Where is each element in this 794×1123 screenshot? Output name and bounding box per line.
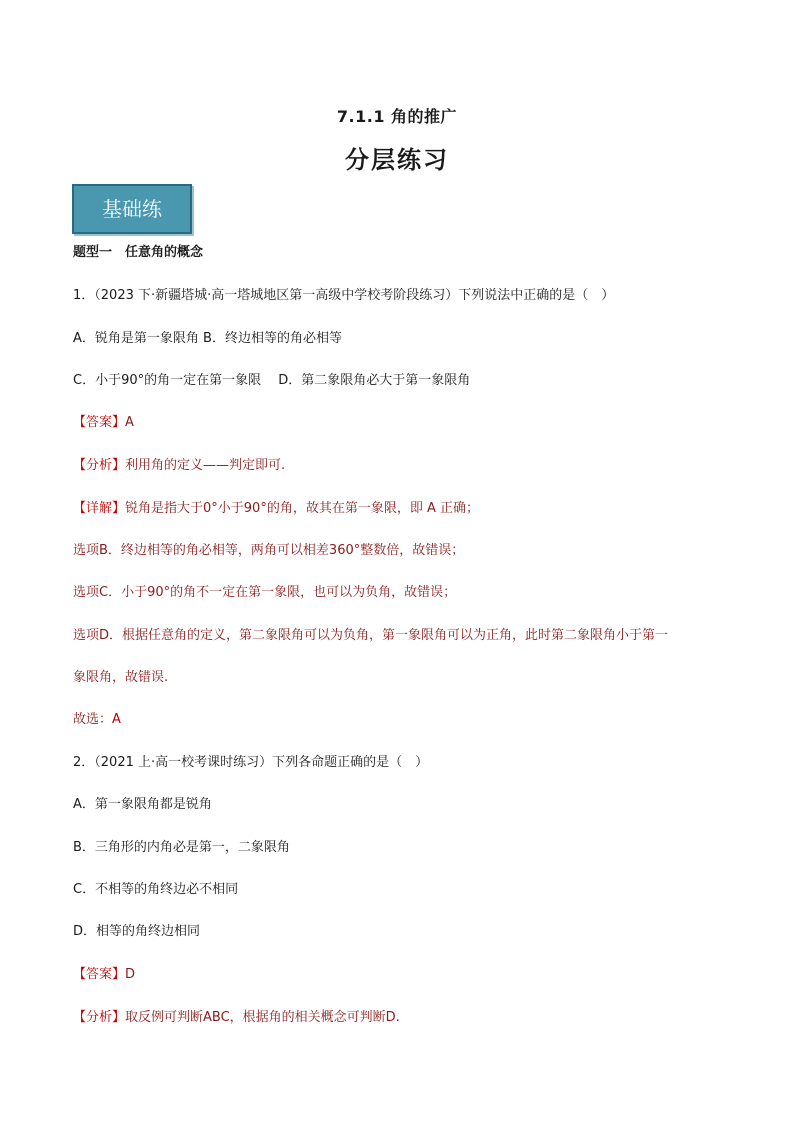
analysis-text: 取反例可判断ABC，根据角的相关概念可判断D. xyxy=(125,1010,400,1025)
q1-detail-option-c: 选项C．小于90°的角不一定在第一象限，也可以为负角，故错误； xyxy=(73,585,457,600)
section-heading: 题型一 任意角的概念 xyxy=(73,245,204,260)
q1-answer-line xyxy=(73,414,733,432)
q1-options-cd: C．小于90°的角一定在第一象限 D．第二象限角必大于第一象限角 xyxy=(73,373,471,388)
answer-value: D xyxy=(125,967,136,982)
section-banner: 基础练 xyxy=(72,184,192,234)
analysis-tag: 【分析】 xyxy=(73,1010,126,1025)
analysis-text: 利用角的定义——判定即可. xyxy=(125,458,286,473)
q1-detail-option-d: 选项D．根据任意角的定义，第二象限角可以为负角，第一象限角可以为正角，此时第二象限角小于第一 xyxy=(73,628,669,643)
choose-label: 故选： xyxy=(73,712,113,727)
document-subtitle: 分层练习 xyxy=(345,145,449,174)
q2-analysis-line xyxy=(73,1009,733,1027)
choose-value: A xyxy=(112,712,121,727)
q2-answer-line xyxy=(73,966,733,984)
q1-choose-line xyxy=(73,711,733,729)
q1-stem: 1．（2023 下·新疆塔城·高一塔城地区第一高级中学校考阶段练习）下列说法中正确的是（ ） xyxy=(73,288,615,303)
detail-text: 锐角是指大于0°小于90°的角，故其在第一象限，即 A 正确； xyxy=(125,501,479,516)
q1-detail-line xyxy=(73,500,733,518)
analysis-tag: 【分析】 xyxy=(73,458,126,473)
q1-detail-option-d-cont: 象限角，故错误. xyxy=(73,670,169,685)
answer-value: A xyxy=(125,415,134,430)
q2-option-b: B．三角形的内角必是第一，二象限角 xyxy=(73,840,290,855)
q2-stem: 2．（2021 上·高一校考课时练习）下列各命题正确的是（ ） xyxy=(73,755,429,770)
document-title: 7.1.1 角的推广 xyxy=(336,107,458,126)
answer-tag: 【答案】 xyxy=(73,967,126,982)
detail-tag: 【详解】 xyxy=(73,501,126,516)
q2-option-d: D．相等的角终边相同 xyxy=(73,924,201,939)
q2-option-c: C．不相等的角终边必不相同 xyxy=(73,882,239,897)
q2-option-a: A．第一象限角都是锐角 xyxy=(73,797,212,812)
q1-detail-option-b: 选项B．终边相等的角必相等，两角可以相差360°整数倍，故错误； xyxy=(73,543,465,558)
q1-analysis-line xyxy=(73,457,733,475)
q1-options-ab: A．锐角是第一象限角 B．终边相等的角必相等 xyxy=(73,331,342,346)
answer-tag: 【答案】 xyxy=(73,415,126,430)
